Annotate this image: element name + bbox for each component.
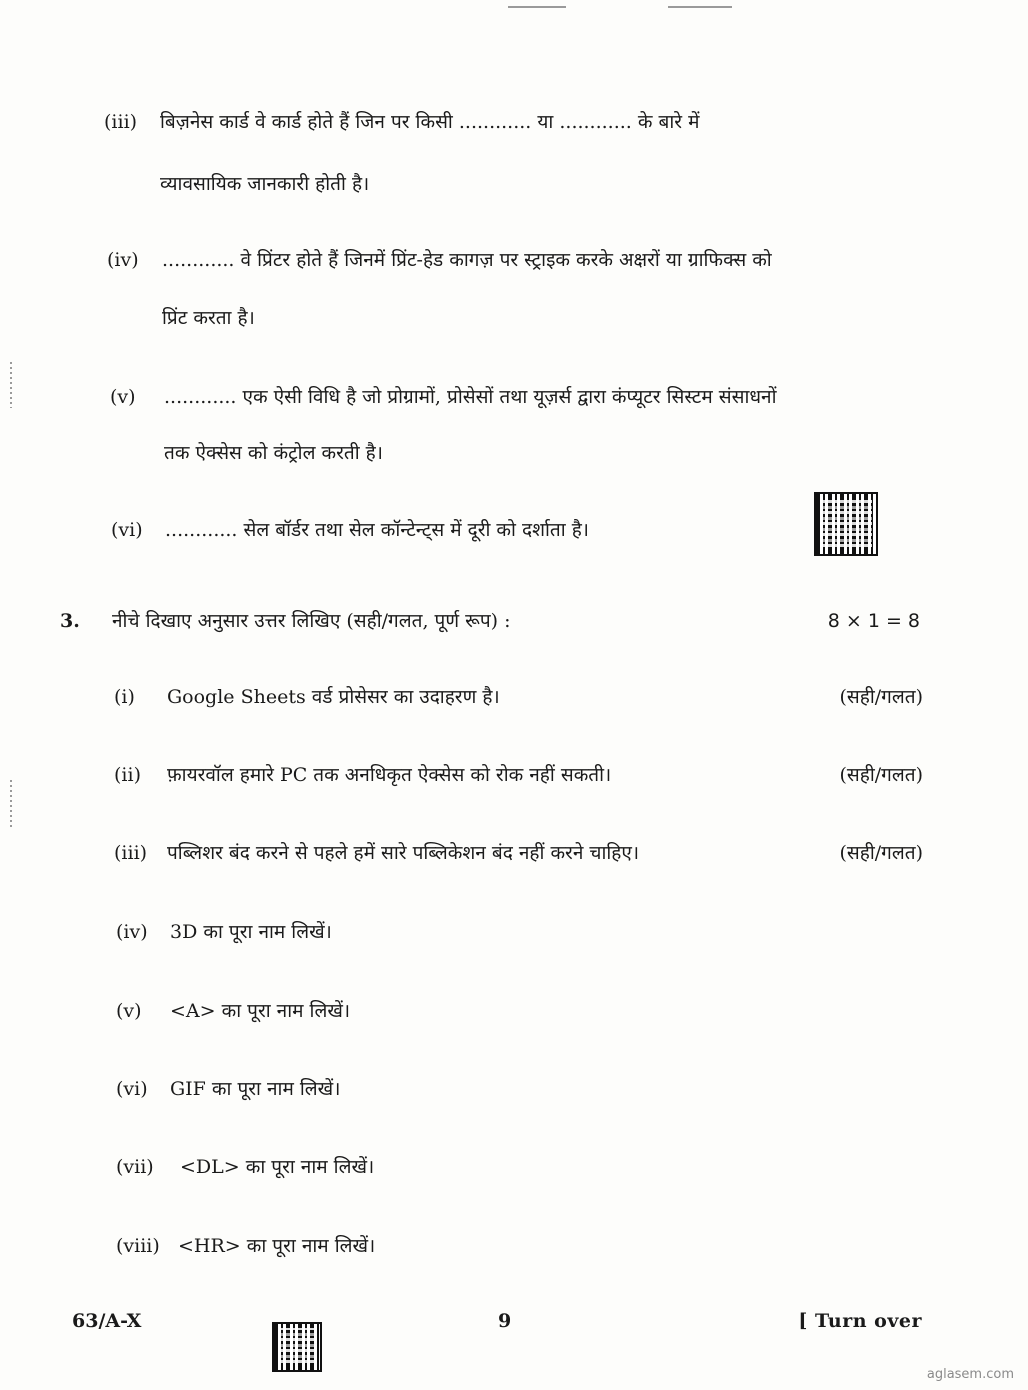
item-number: (iii) <box>104 111 138 133</box>
item-text: GIF का पूरा नाम लिखें। <box>170 1078 341 1100</box>
item-number: (ii) <box>114 764 141 786</box>
item-text: <HR> का पूरा नाम लिखें। <box>178 1235 376 1257</box>
item-text-continued: प्रिंट करता है। <box>162 307 255 329</box>
item-number: (iv) <box>107 249 139 271</box>
turn-over-note: [ Turn over <box>798 1310 922 1332</box>
item-text: ............ वे प्रिंटर होते हैं जिनमें प्रिंट-हेड कागज़ पर स्ट्राइक करके अक्षरों या ग्राफिक्स को <box>162 249 772 271</box>
watermark: aglasem.com <box>926 1367 1014 1382</box>
item-number: (viii) <box>116 1235 160 1257</box>
item-text: <DL> का पूरा नाम लिखें। <box>180 1156 375 1178</box>
margin-marks <box>10 780 12 830</box>
true-false-mark: (सही/गलत) <box>839 686 923 708</box>
item-text: ............ सेल बॉर्डर तथा सेल कॉन्टेन्ट्स में दूरी को दर्शाता है। <box>165 519 589 541</box>
top-rule-left <box>508 6 566 8</box>
item-number: (vii) <box>116 1156 154 1178</box>
item-text: ............ एक ऐसी विधि है जो प्रोग्रामों, प्रोसेसों तथा यूज़र्स द्वारा कंप्यूटर सिस्टम संसाधनों <box>164 386 777 408</box>
item-number: (v) <box>110 386 136 408</box>
true-false-mark: (सही/गलत) <box>839 764 923 786</box>
top-rule-right <box>668 6 732 8</box>
margin-marks <box>10 362 12 408</box>
page-number: 9 <box>498 1310 512 1332</box>
item-number: (v) <box>116 1000 142 1022</box>
item-text: Google Sheets वर्ड प्रोसेसर का उदाहरण है। <box>167 686 500 708</box>
true-false-mark: (सही/गलत) <box>839 842 923 864</box>
item-number: (i) <box>114 686 135 708</box>
item-text: बिज़नेस कार्ड वे कार्ड होते हैं जिन पर किसी ............ या ............ के बारे में <box>160 111 700 133</box>
item-number: (vi) <box>116 1078 148 1100</box>
footer-qr-code <box>272 1322 322 1372</box>
item-text: फ़ायरवॉल हमारे PC तक अनधिकृत ऐक्सेस को रोक नहीं सकती। <box>167 764 612 786</box>
item-text-continued: तक ऐक्सेस को कंट्रोल करती है। <box>164 442 383 464</box>
qr-code <box>814 492 878 556</box>
question-marks: 8 × 1 = 8 <box>827 610 920 632</box>
item-text-continued: व्यावसायिक जानकारी होती है। <box>160 173 370 195</box>
item-number: (iv) <box>116 921 148 943</box>
item-text: पब्लिशर बंद करने से पहले हमें सारे पब्लिकेशन बंद नहीं करने चाहिए। <box>167 842 640 864</box>
item-number: (vi) <box>111 519 143 541</box>
question-title: नीचे दिखाए अनुसार उत्तर लिखिए (सही/गलत, पूर्ण रूप) : <box>112 610 511 632</box>
item-number: (iii) <box>114 842 148 864</box>
paper-code: 63/A-X <box>72 1310 142 1332</box>
question-number: 3. <box>60 610 80 632</box>
item-text: 3D का पूरा नाम लिखें। <box>170 921 332 943</box>
item-text: <A> का पूरा नाम लिखें। <box>170 1000 351 1022</box>
